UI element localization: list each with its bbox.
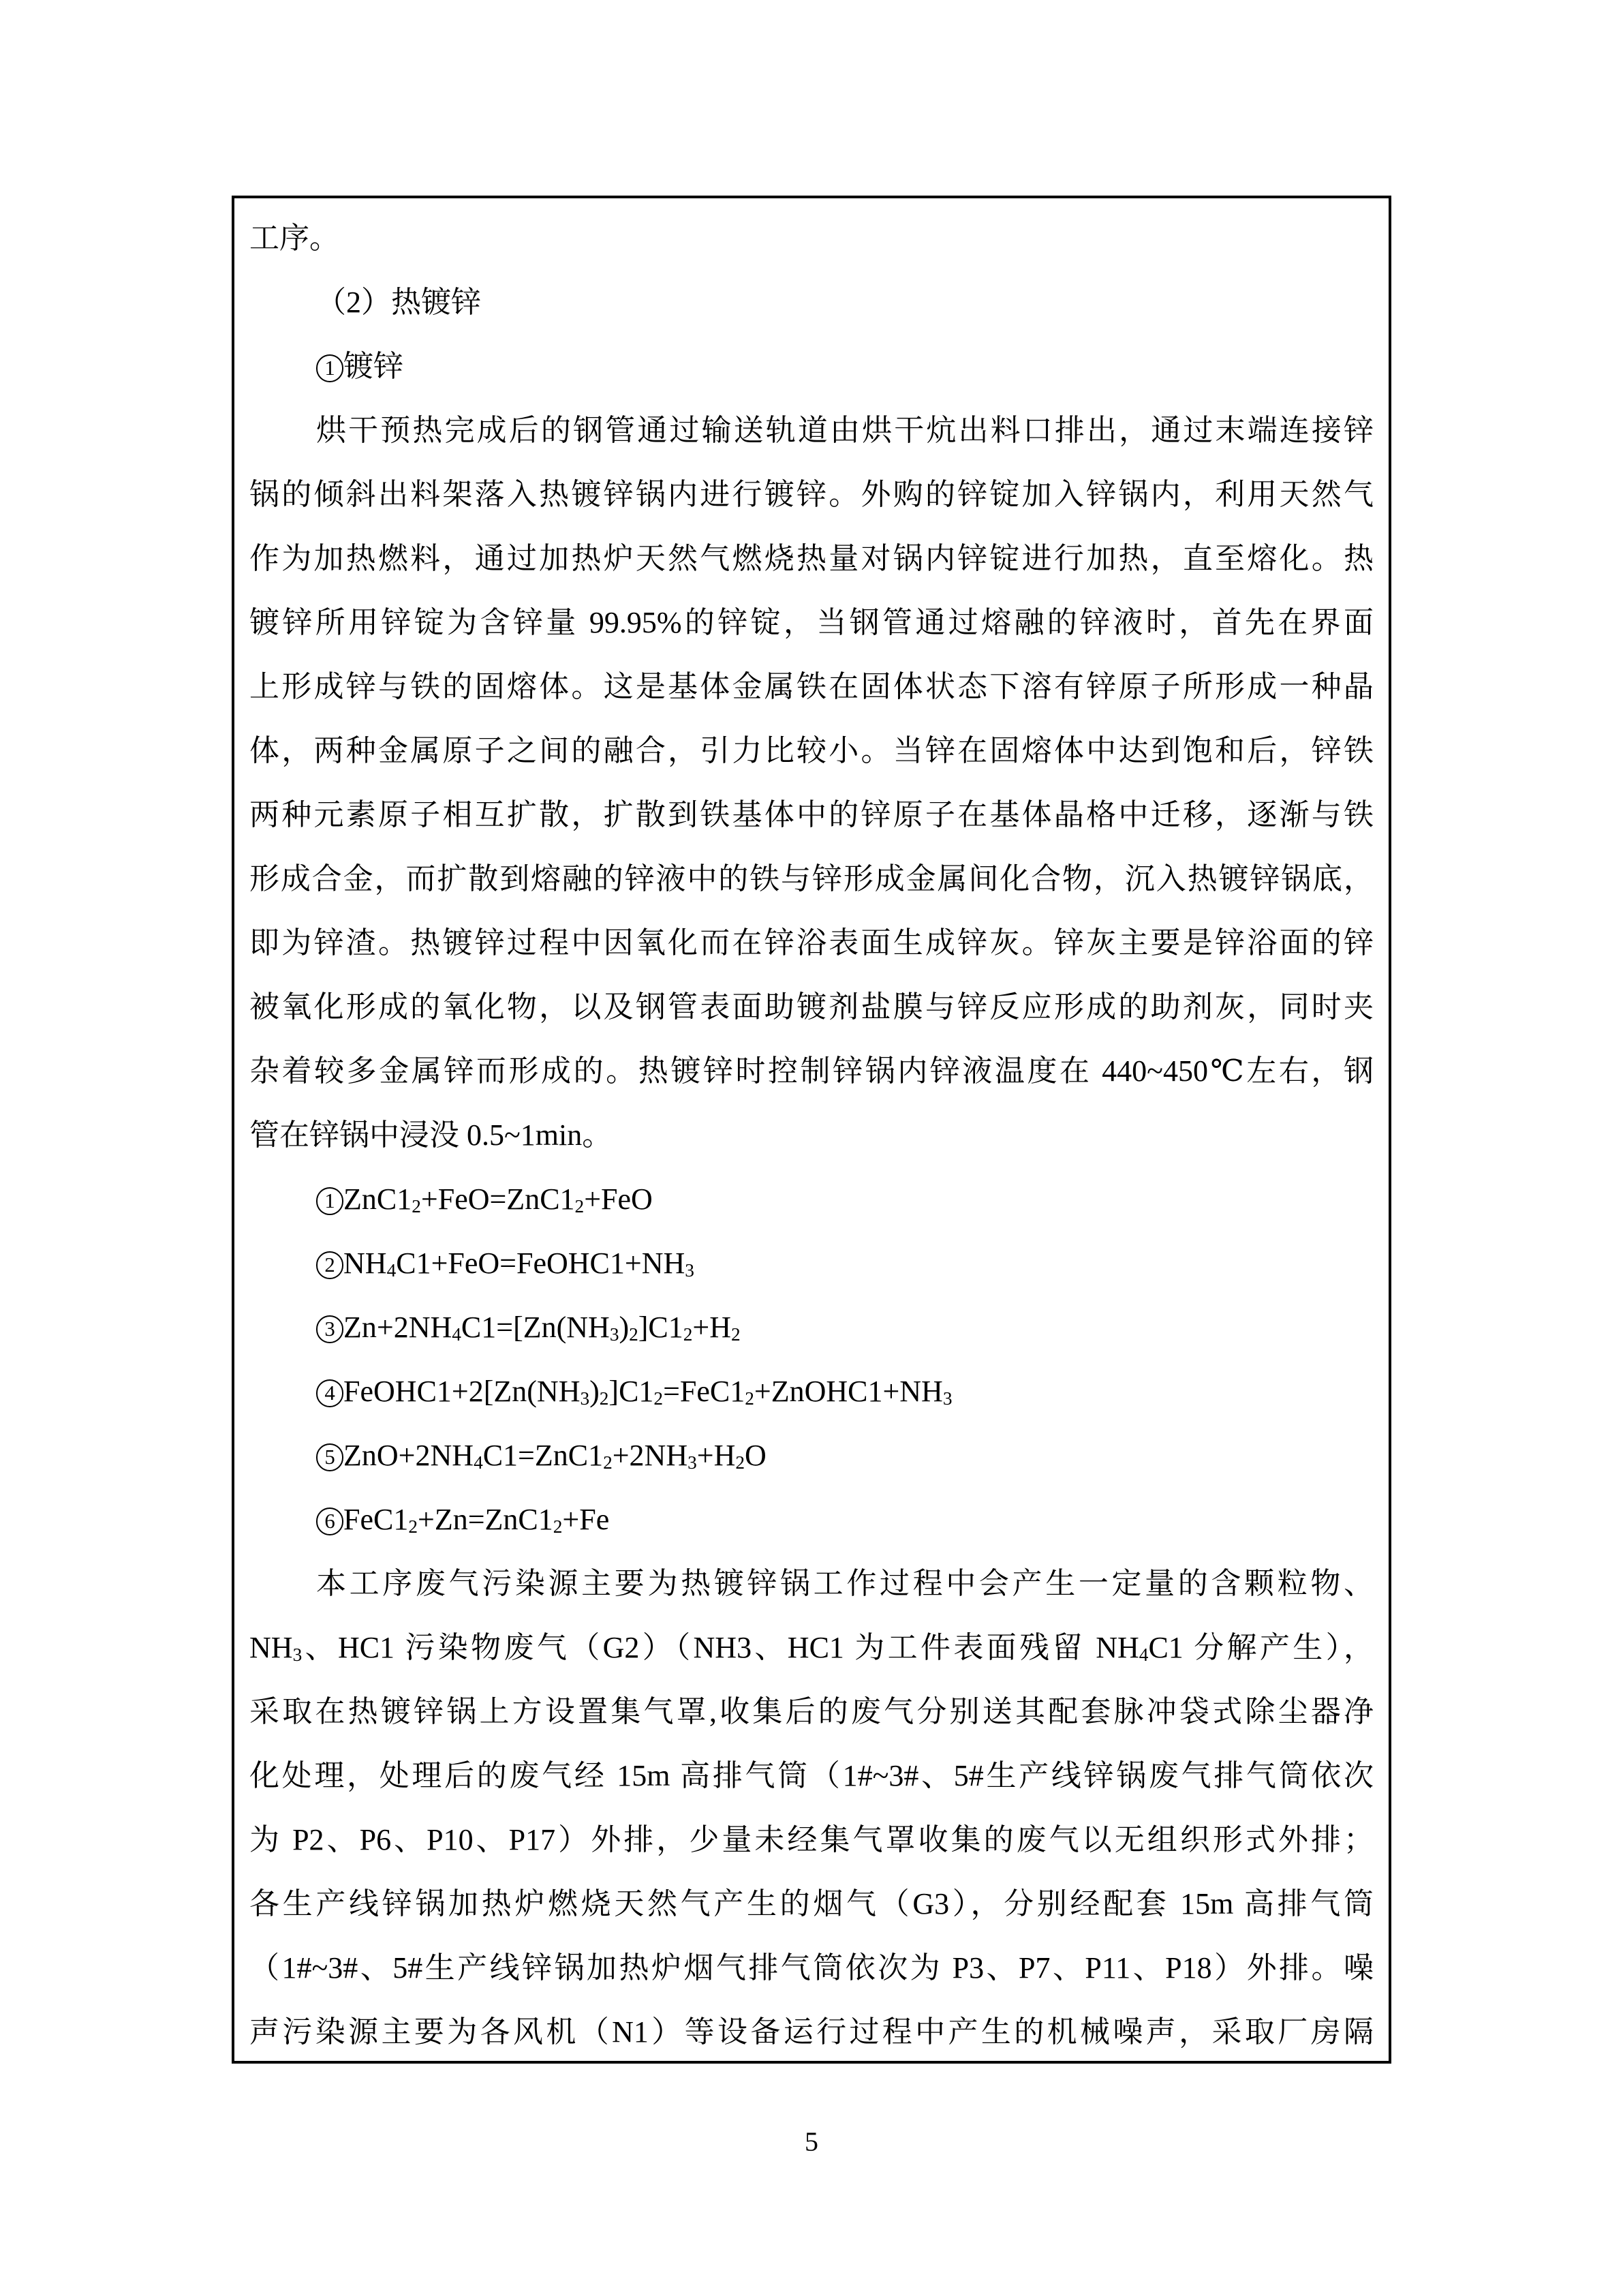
text-line: 采取在热镀锌锅上方设置集气罩,收集后的废气分别送其配套脉冲袋式除尘器净 — [249, 1695, 1374, 1728]
text-line: 6 $FeC1_2+Zn=ZnC1_2+Fe$ — [249, 1488, 1374, 1552]
text-line: 工序。 — [249, 221, 339, 255]
circled-number-icon: 2 — [316, 1251, 343, 1279]
text-line: $NH_3$、HC1 污染物废气（G2）（NH3、HC1 为工件表面残留 $NH_4C1$ 分解产生）， — [249, 1631, 1374, 1665]
text-line: 体，两种金属原子之间的融合，引力比较小。当锌在固熔体中达到饱和后，锌铁 — [249, 734, 1374, 767]
text-line: 作为加热燃料，通过加热炉天然气燃烧热量对锅内锌锭进行加热，直至熔化。热 — [249, 542, 1374, 575]
circled-number-icon: 1 — [316, 1187, 343, 1214]
page-number: 5 — [805, 2126, 818, 2157]
circled-number-icon: 5 — [316, 1443, 343, 1471]
text-line: 本工序废气污染源主要为热镀锌锅工作过程中会产生一定量的含颗粒物、 — [316, 1567, 1374, 1600]
text-line: 3 $Zn+2NH_4C1=[Zn(NH_3)_2]C1_2+H_2$ — [249, 1296, 1374, 1360]
text-line: 即为锌渣。热镀锌过程中因氧化而在锌浴表面生成锌灰。锌灰主要是锌浴面的锌 — [249, 926, 1374, 960]
text-line: 杂着较多金属锌而形成的。热镀锌时控制锌锅内锌液温度在 440~450℃左右，钢 — [249, 1054, 1374, 1088]
text-line: 2 $NH_4C1+FeO=FeOHC1+NH_3$ — [249, 1231, 1374, 1296]
text-line: 为 P2、P6、P10、P17）外排，少量未经集气罩收集的废气以无组织形式外排； — [249, 1823, 1374, 1856]
document-text-box — [232, 196, 1391, 2064]
text-line: 1 $ZnC1_2+FeO=ZnC1_2+FeO$ — [249, 1167, 1374, 1231]
text-line: 管在锌锅中浸没 0.5~1min。 — [249, 1118, 613, 1152]
text-line: 1 镀锌 — [249, 335, 1374, 399]
text-line: 烘干预热完成后的钢管通过输送轨道由烘干炕出料口排出，通过末端连接锌 — [316, 414, 1374, 447]
text-line: 两种元素原子相互扩散，扩散到铁基体中的锌原子在基体晶格中迁移，逐渐与铁 — [249, 798, 1374, 831]
text-line: 被氧化形成的氧化物，以及钢管表面助镀剂盐膜与锌反应形成的助剂灰，同时夹 — [249, 990, 1374, 1024]
text-line: 各生产线锌锅加热炉燃烧天然气产生的烟气（G3），分别经配套 15m 高排气筒 — [249, 1887, 1374, 1920]
circled-number-icon: 4 — [316, 1379, 343, 1407]
text-line: 镀锌所用锌锭为含锌量 99.95%的锌锭，当钢管通过熔融的锌液时，首先在界面 — [249, 606, 1374, 639]
text-line: （1#~3#、5#生产线锌锅加热炉烟气排气筒依次为 P3、P7、P11、P18）外排。噪 — [249, 1951, 1374, 1985]
circled-number-icon: 1 — [316, 354, 343, 382]
text-line: 4 $FeOHC1+2[Zn(NH_3)_2]C1_2=FeC1_2+ZnOHC1+NH_3$ — [249, 1360, 1374, 1424]
text-line: 上形成锌与铁的固熔体。这是基体金属铁在固体状态下溶有锌原子所形成一种晶 — [249, 670, 1374, 703]
text-line: 锅的倾斜出料架落入热镀锌锅内进行镀锌。外购的锌锭加入锌锅内，利用天然气 — [249, 478, 1374, 511]
circled-number-icon: 6 — [316, 1507, 343, 1535]
text-line: 5 $ZnO+2NH_4C1=ZnC1_2+2NH_3+H_2O$ — [249, 1424, 1374, 1488]
text-line: 形成合金，而扩散到熔融的锌液中的铁与锌形成金属间化合物，沉入热镀锌锅底， — [249, 862, 1374, 896]
circled-number-icon: 3 — [316, 1315, 343, 1343]
text-line: 化处理，处理后的废气经 15m 高排气筒（1#~3#、5#生产线锌锅废气排气筒依次 — [249, 1759, 1374, 1792]
text-line: （2）热镀锌 — [316, 286, 481, 319]
text-line: 声污染源主要为各风机（N1）等设备运行过程中产生的机械噪声，采取厂房隔 — [249, 2015, 1374, 2049]
